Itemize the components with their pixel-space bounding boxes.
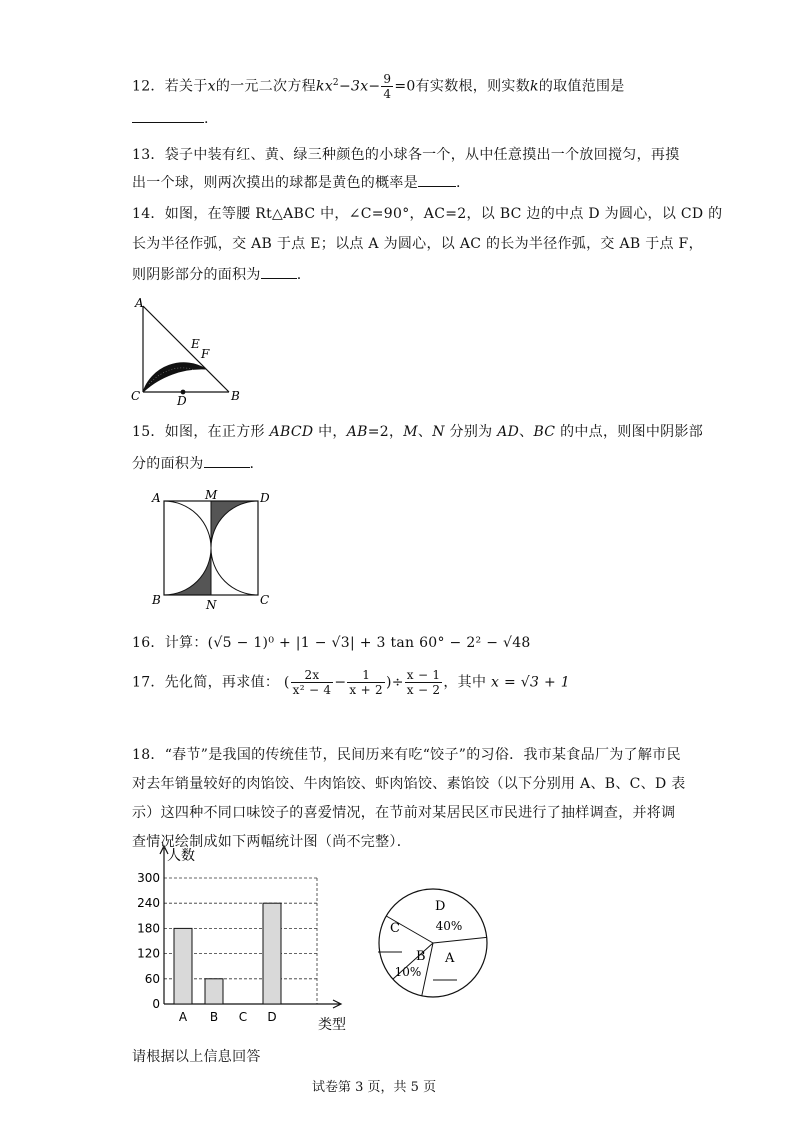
category-label-c: C xyxy=(238,1010,248,1024)
slice-label-b: B xyxy=(416,949,426,964)
q14-line3: 则阴影部分的面积为 . xyxy=(132,267,302,283)
q12-fraction: $\frac{9}{4}$ xyxy=(383,72,392,101)
y-tick-label: 180 xyxy=(137,921,160,936)
y-tick-label: 300 xyxy=(137,871,160,885)
q16-expression: (√5 − 1)⁰ + |1 − √3| + 3 tan 60° − 2² − √48 xyxy=(207,635,531,651)
q18-line1: 18．“春节”是我国的传统佳节，民间历来有吃“饺子”的习俗．我市某食品厂为了解市民 xyxy=(132,747,681,763)
x-axis-title: 类型 xyxy=(318,1017,346,1033)
q18-line3: 示）这四种不同口味饺子的喜爱情况，在节前对某居民区市民进行了抽样调查，并将调 xyxy=(132,805,676,821)
label-d: D xyxy=(260,491,270,505)
q15-answer-blank[interactable] xyxy=(204,455,250,468)
y-tick-label: 0 xyxy=(152,997,160,1011)
q14-line1: 14．如图，在等腰 Rt△ABC 中，∠C=90°，AC=2，以 BC 边的中点 D 为圆心，以 CD 的 xyxy=(132,206,723,222)
page-footer: 试卷第 3 页，共 5 页 xyxy=(312,1080,437,1095)
q18-line4: 查情况绘制成如下两幅统计图（尚不完整）． xyxy=(132,834,411,850)
q12-number: 12． xyxy=(132,78,165,95)
label-f: F xyxy=(201,347,210,361)
label-m: M xyxy=(205,488,218,502)
q14-line2: 长为半径作弧，交 AB 于点 E；以点 A 为圆心，以 AC 的长为半径作弧，交 AB 于点 F， xyxy=(132,236,703,252)
slice-label-d: D xyxy=(435,899,446,914)
category-label-a: A xyxy=(178,1010,188,1024)
label-d: D xyxy=(177,394,187,407)
bar-chart xyxy=(130,840,360,1035)
q18-after-text: 请根据以上信息回答 xyxy=(132,1049,261,1065)
pie-chart xyxy=(375,888,495,1003)
q12-answer-blank[interactable] xyxy=(132,110,204,123)
q17-fraction-1: $\frac{2x}{\text{x² − 4}}$ xyxy=(292,668,332,697)
q15-figure xyxy=(146,488,281,613)
q12-line1: 12．若关于x的一元二次方程$kx^2-3x-$ $\frac{9}{4}$ =0有实数根，则实数k的取值范围是 xyxy=(132,72,625,101)
y-axis-title: 人数 xyxy=(167,848,195,864)
q17-fraction-2: $\frac{1}{x + 2}$ xyxy=(349,668,383,697)
q15-line1: 15．如图，在正方形 ABCD 中，AB=2，M、N 分别为 AD、BC 的中点，则图中阴影部 xyxy=(132,424,704,440)
label-e: E xyxy=(191,337,200,351)
label-n: N xyxy=(206,598,217,612)
slice-percent-b: 10% xyxy=(394,965,422,979)
slice-label-a: A xyxy=(445,951,455,966)
q13-line2: 出一个球，则两次摸出的球都是黄色的概率是 . xyxy=(132,175,461,191)
label-c: C xyxy=(131,389,141,403)
label-a: A xyxy=(135,296,144,310)
q16-line: 16．计算：(√5 − 1)⁰ + |1 − √3| + 3 tan 60° − 2² − √48 xyxy=(132,635,531,651)
category-label-b: B xyxy=(209,1010,219,1024)
y-tick-label: 120 xyxy=(137,946,160,961)
y-tick-label: 240 xyxy=(137,896,160,911)
q14-answer-blank[interactable] xyxy=(261,266,297,279)
slice-percent-d: 40% xyxy=(435,919,463,933)
slice-label-c: C xyxy=(390,921,400,936)
label-b: B xyxy=(231,389,240,403)
label-c: C xyxy=(260,593,270,607)
label-b: B xyxy=(152,593,161,607)
bar-a xyxy=(174,928,192,1004)
bar-b xyxy=(205,979,223,1004)
q13-answer-blank[interactable] xyxy=(418,174,456,187)
q15-line2: 分的面积为 . xyxy=(132,456,255,472)
q17-fraction-3: $\frac{x - 1}{x - 2}$ xyxy=(406,668,441,697)
q12-line2: . xyxy=(132,110,209,127)
category-label-d: D xyxy=(267,1010,277,1024)
q18-line2: 对去年销量较好的肉馅饺、牛肉馅饺、虾肉馅饺、素馅饺（以下分别用 A、B、C、D 表 xyxy=(132,776,686,792)
y-tick-label: 60 xyxy=(144,971,160,986)
bar-d xyxy=(263,903,281,1004)
q14-figure xyxy=(125,292,245,407)
label-a: A xyxy=(152,491,161,505)
q17-line: 17．先化简，再求值： ( $\frac{2x}{\text{x² − 4}}$ − $\frac{1}{x + 2}$ )÷ $\frac{x - 1}{x - 2}$ ，其中 x = √3 + 1 xyxy=(132,668,570,697)
q13-line1: 13．袋子中装有红、黄、绿三种颜色的小球各一个，从中任意摸出一个放回搅匀，再摸 xyxy=(132,147,680,163)
